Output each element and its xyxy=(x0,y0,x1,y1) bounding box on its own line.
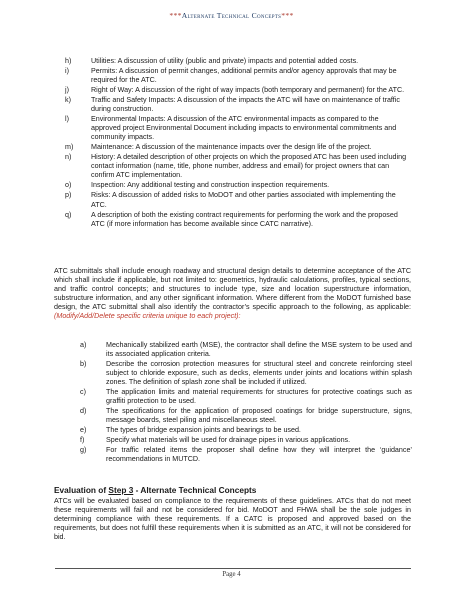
list-item-label: l) xyxy=(65,115,69,124)
list-item-label: p) xyxy=(65,191,72,200)
list-item-text: Maintenance: A discussion of the maintenance impacts over the design life of the project. xyxy=(91,143,372,152)
list-item-text: The application limits and material requirements for structures for protective coatings such as graffiti protection to be used. xyxy=(106,388,412,406)
submittal-details-paragraph xyxy=(54,267,411,322)
editor-note: (Modify/Add/Delete specific criteria unique to each project): xyxy=(54,312,241,321)
list-item xyxy=(64,153,409,180)
list-item xyxy=(64,181,409,190)
list-item xyxy=(64,57,409,66)
list-item-text: Specify what materials will be used for drainage pipes in various applications. xyxy=(106,436,351,445)
list-item-label: m) xyxy=(65,143,74,152)
list-item-text: The types of bridge expansion joints and bearings to be used. xyxy=(106,426,301,435)
list-item xyxy=(64,86,409,95)
page-header xyxy=(0,11,463,20)
list-item-label: n) xyxy=(65,153,72,162)
heading-suffix: - Alternate Technical Concepts xyxy=(133,485,257,495)
list-item xyxy=(64,96,409,114)
list-item xyxy=(79,436,412,445)
list-item xyxy=(64,67,409,85)
list-item xyxy=(79,341,412,359)
header-title: Alternate Technical Concepts xyxy=(181,11,282,20)
list-item xyxy=(64,143,409,152)
list-item xyxy=(64,115,409,142)
list-item-text: Mechanically stabilized earth (MSE), the contractor shall define the MSE system to be used and its associated application criteria. xyxy=(106,341,412,359)
list-item-text: Permits: A discussion of permit changes, additional permits and/or agency approvals that may be required for the ATC. xyxy=(91,66,397,85)
footer-divider xyxy=(55,568,411,569)
list-item-label: g) xyxy=(80,446,87,455)
list-item xyxy=(79,426,412,435)
list-item-label: q) xyxy=(65,210,72,219)
page-number: Page 4 xyxy=(222,571,241,578)
section-heading xyxy=(54,485,256,495)
list-item-label: h) xyxy=(65,57,72,65)
list-item xyxy=(79,388,412,406)
list-item-label: a) xyxy=(80,341,87,349)
list-item-label: c) xyxy=(80,388,86,397)
list-item-text: A description of both the existing contract requirements for performing the work and the proposed ATC (if more information has become available since CATC narrative). xyxy=(91,210,398,228)
list-item-text: Traffic and Safety Impacts: A discussion of the impacts the ATC will have on maintenance of traffic during construction. xyxy=(91,96,400,114)
list-item-label: j) xyxy=(65,86,69,95)
list-item xyxy=(79,407,412,425)
list-item-text: Right of Way: A discussion of the right of way impacts (both temporary and permanent) for the ATC. xyxy=(91,86,405,95)
list-item xyxy=(64,191,409,209)
list-item-text: The specifications for the application of proposed coatings for bridge superstructure, signs, message boards, steel piling and miscellaneous steel. xyxy=(106,407,412,425)
list-item-label: o) xyxy=(65,181,72,190)
list-item-text: Risks: A discussion of added risks to MoDOT and other parties associated with implementing the ATC. xyxy=(91,191,396,209)
list-item xyxy=(79,446,412,464)
list-item-text: Describe the corrosion protection measures for structural steel and concrete reinforcing steel subject to chloride exposure, such as decks, elements under joints and locations within splash zones. The definition of splash zone shall be included if utilized. xyxy=(106,360,412,387)
list-item-label: f) xyxy=(80,436,85,445)
list-item-text: History: A detailed description of other projects on which the proposed ATC has been used including contact information (name, title, phone number, address and email) for project owners that can confirm ATC implementation. xyxy=(91,153,407,180)
heading-step: Step 3 xyxy=(108,485,134,495)
contractor-approach-list xyxy=(79,341,412,465)
list-item-label: k) xyxy=(65,96,71,105)
heading-prefix: Evaluation of xyxy=(54,485,109,495)
list-item-text: Inspection: Any additional testing and construction inspection requirements. xyxy=(91,181,330,190)
list-item-text: For traffic related items the proposer shall define how they will interpret the ‘guidance’ recommendations in MUTCD. xyxy=(106,446,412,464)
submittal-contents-list xyxy=(64,57,409,230)
list-item-text: Utilities: A discussion of utility (public and private) impacts and potential added costs. xyxy=(91,57,359,65)
list-item-text: Environmental Impacts: A discussion of the ATC environmental impacts as compared to the approved project Environmental Document including impacts to environmental commitments and community impacts. xyxy=(91,115,397,142)
list-item xyxy=(79,360,412,387)
paragraph-text: ATC submittals shall include enough roadway and structural design details to determine acceptance of the ATC which shall include if applicable, but not limited to: geometrics, hydraulic calculations, profiles, typical sections, and traffic control concepts; and structures to include type, size and location superstructure information, substructure information, and any other significant information. Where different from the MoDOT furnished base design, the ATC submittal shall also identify the contractor’s specific approach to the following, as applicable: xyxy=(54,267,411,312)
evaluation-paragraph: ATCs will be evaluated based on compliance to the requirements of these guidelines. ATCs that do not meet these requirements will fail and not be considered for bid. MoDOT and FHWA shall be the sole judges in determining compliance with these requirements. If a CATC is proposed and approved based on the requirements, but does not fulfill these requirements when it is submitted as an ATC, it will not be considered for bid. xyxy=(54,497,411,542)
list-item-label: b) xyxy=(80,360,87,369)
header-stars-left: *** xyxy=(169,11,182,20)
list-item-label: e) xyxy=(80,426,87,435)
header-stars-right: *** xyxy=(281,11,294,20)
list-item-label: d) xyxy=(80,407,87,416)
list-item xyxy=(64,211,409,229)
list-item-label: i) xyxy=(65,66,69,75)
